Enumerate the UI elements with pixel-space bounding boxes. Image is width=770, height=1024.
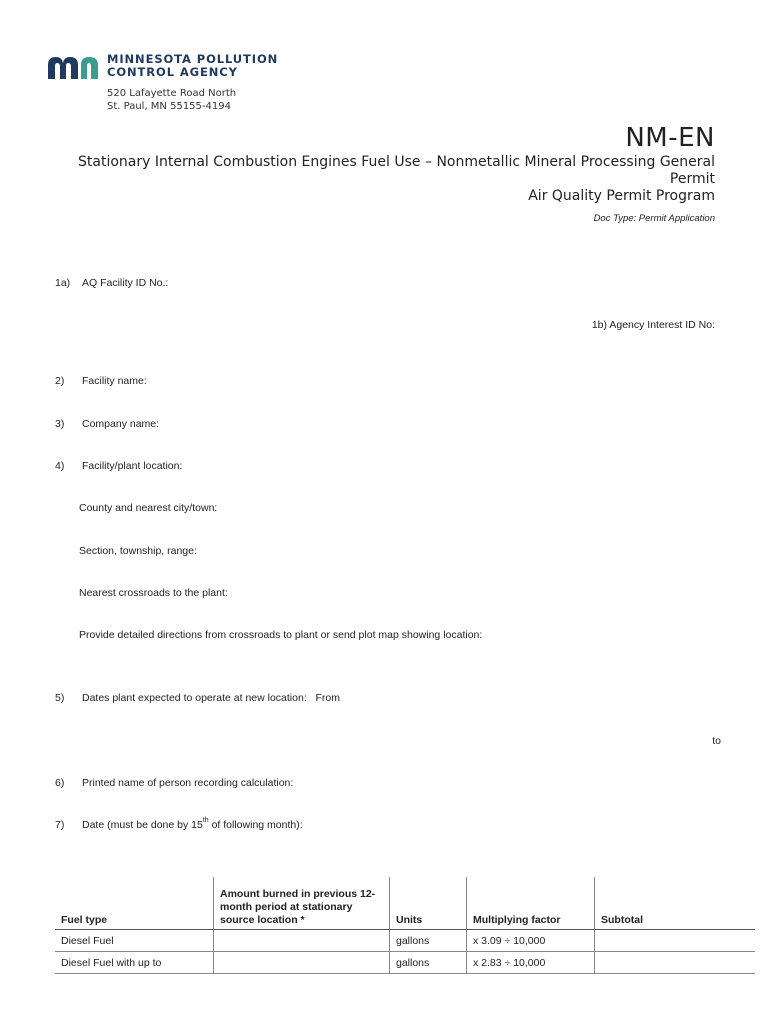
mn-state-logo-icon bbox=[46, 55, 102, 79]
units-cell: gallons bbox=[390, 952, 467, 974]
date-label-post: of following month): bbox=[208, 819, 303, 831]
date-label-sup: th bbox=[202, 817, 209, 824]
county-city-label: County and nearest city/town: bbox=[79, 502, 218, 514]
col-header-amount: Amount burned in previous 12-month period at stationary source location * bbox=[214, 877, 390, 930]
fuel-type-cell: Diesel Fuel bbox=[55, 930, 214, 952]
agency-name bbox=[107, 53, 278, 79]
table-row bbox=[55, 930, 755, 952]
amount-cell[interactable] bbox=[214, 952, 390, 974]
agency-interest-id-label: 1b) Agency Interest ID No: bbox=[591, 319, 715, 331]
date-label bbox=[82, 819, 303, 831]
company-name-label: Company name: bbox=[82, 418, 160, 430]
doc-type: Doc Type: Permit Application bbox=[593, 213, 715, 224]
q3-number: 3) bbox=[55, 418, 65, 430]
table-row bbox=[55, 952, 755, 974]
from-label: From bbox=[315, 692, 340, 704]
q4-number: 4) bbox=[55, 460, 65, 472]
table-header-row bbox=[55, 877, 755, 930]
aq-facility-id-label: AQ Facility ID No.: bbox=[82, 277, 169, 289]
form-title: Stationary Internal Combustion Engines Fuel Use – Nonmetallic Mineral Processing General Permit bbox=[78, 154, 715, 187]
recorder-name-label: Printed name of person recording calculation: bbox=[82, 777, 294, 789]
form-code: NM-EN bbox=[625, 123, 715, 153]
plant-location-label: Facility/plant location: bbox=[82, 460, 183, 472]
operating-dates-label bbox=[82, 692, 340, 704]
agency-address-line1: 520 Lafayette Road North bbox=[107, 88, 237, 99]
amount-cell[interactable] bbox=[214, 930, 390, 952]
q1a-number: 1a) bbox=[55, 277, 71, 289]
q5-number: 5) bbox=[55, 692, 65, 704]
factor-cell: x 3.09 ÷ 10,000 bbox=[467, 930, 595, 952]
col-header-subtotal: Subtotal bbox=[595, 877, 756, 930]
subtotal-cell[interactable] bbox=[595, 930, 756, 952]
q7-number: 7) bbox=[55, 819, 65, 831]
fuel-use-table bbox=[55, 877, 755, 974]
program-name: Air Quality Permit Program bbox=[528, 188, 715, 204]
agency-address bbox=[107, 87, 236, 113]
nearest-crossroads-label: Nearest crossroads to the plant: bbox=[79, 587, 228, 599]
agency-name-line1: MINNESOTA POLLUTION bbox=[107, 52, 279, 66]
fuel-type-cell: Diesel Fuel with up to bbox=[55, 952, 214, 974]
directions-label: Provide detailed directions from crossroads to plant or send plot map showing location: bbox=[79, 629, 483, 641]
factor-cell: x 2.83 ÷ 10,000 bbox=[467, 952, 595, 974]
col-header-units: Units bbox=[390, 877, 467, 930]
units-cell: gallons bbox=[390, 930, 467, 952]
section-township-range-label: Section, township, range: bbox=[79, 545, 197, 557]
agency-address-line2: St. Paul, MN 55155-4194 bbox=[107, 101, 231, 112]
operating-dates-text: Dates plant expected to operate at new location: bbox=[82, 692, 307, 704]
facility-name-label: Facility name: bbox=[82, 375, 147, 387]
to-label: to bbox=[712, 735, 721, 747]
q6-number: 6) bbox=[55, 777, 65, 789]
subtotal-cell[interactable] bbox=[595, 952, 756, 974]
agency-name-line2: CONTROL AGENCY bbox=[107, 65, 238, 79]
q2-number: 2) bbox=[55, 375, 65, 387]
date-label-pre: Date (must be done by 15 bbox=[82, 819, 203, 831]
col-header-fuel-type: Fuel type bbox=[55, 877, 214, 930]
col-header-factor: Multiplying factor bbox=[467, 877, 595, 930]
